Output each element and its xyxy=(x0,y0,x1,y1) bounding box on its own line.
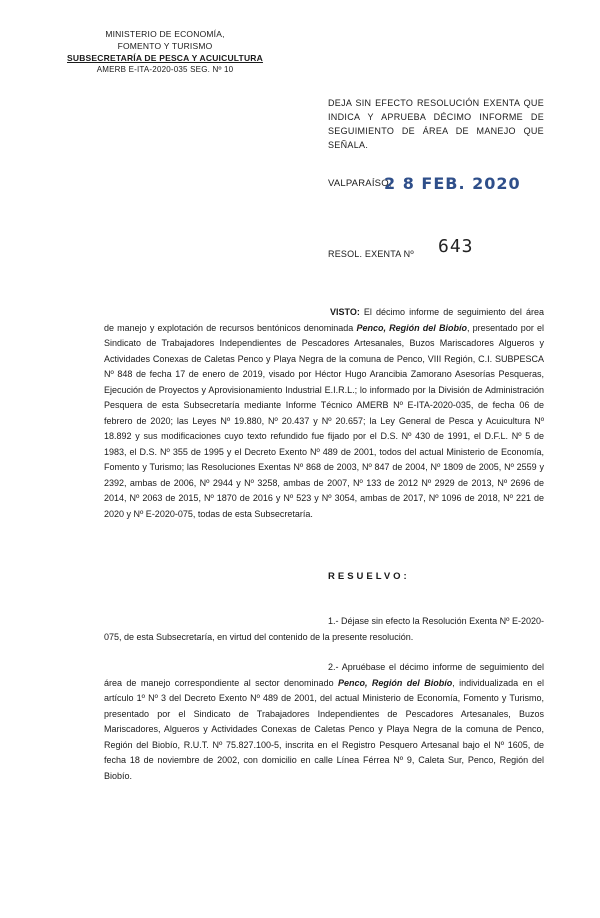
resolution-label: RESOL. EXENTA Nº xyxy=(328,249,414,259)
date-stamp: 2 8 FEB. 2020 xyxy=(384,174,521,193)
resolution-item-2 xyxy=(104,660,544,784)
letterhead xyxy=(60,28,270,76)
visto-label: VISTO: xyxy=(330,307,360,317)
item2-text-a: 2.- Apruébase el décimo informe de seguimiento del área de manejo correspondiente al sector denominado xyxy=(104,662,544,688)
resolution-summary: DEJA SIN EFECTO RESOLUCIÓN EXENTA QUE INDICA Y APRUEBA DÉCIMO INFORME DE SEGUIMIENTO DE ÁREA DE MANEJO QUE SEÑALA. xyxy=(328,98,544,150)
resolution-item-1: 1.- Déjase sin efecto la Resolución Exenta Nº E-2020-075, de esta Subsecretaría, en virtud del contenido de la presente resolución. xyxy=(104,616,544,642)
resolution-number: 643 xyxy=(438,236,474,257)
ministry-name: MINISTERIO DE ECONOMÍA, xyxy=(105,29,225,39)
visto-text-a: El décimo informe de seguimiento del área de manejo y explotación de recursos bentónicos denominada xyxy=(104,307,544,333)
ministry-subtitle: FOMENTO Y TURISMO xyxy=(117,41,213,51)
resuelvo-heading: RESUELVO: xyxy=(328,571,410,582)
item2-text-b: , individualizada en el artículo 1º Nº 3 del Decreto Exento Nº 489 de 2001, del actual Ministerio de Economía, Fomento y Turismo, presentado por el Sindicato de Trabajadores Independientes de Pescadores Artesanales, Buzos Mariscadores, Algueros y Actividades Conexas de Caletas Penco y Playa Negra de la comuna de Penco, Región del Biobío, R.U.T. Nº 75.827.100-5, inscrita en el Registro Pesquero Artesanal bajo el Nº 1605, de fecha 18 de noviembre de 2002, con domicilio en calle Línea Férrea Nº 9, Caleta Sur, Penco, Región del Biobío. xyxy=(104,677,544,781)
place-label: VALPARAÍSO, xyxy=(328,178,392,189)
visto-text-b: , presentado por el Sindicato de Trabajadores Independientes de Pescadores Artesanales, Buzos Mariscadores Algueros y Actividades Conexas de Caletas Penco y Playa Negra de la comuna de Penco, VIII Región, C.I. SUBPESCA Nº 848 de fecha 17 de enero de 2019, visado por Héctor Hugo Arancibia Zamorano Asesorías Pesqueras, Ejecución de Proyectos y Aprovisionamiento Industrial E.I.R.L.; lo informado por la División de Administración Pesquera de esta Subsecretaría mediante Informe Técnico AMERB Nº E-ITA-2020-035, de fecha 06 de febrero de 2020; las Leyes Nº 19.880, Nº 20.437 y Nº 20.657; la Ley General de Pesca y Acuicultura Nº 18.892 y sus modificaciones cuyo texto refundido fue fijado por el D.S. Nº 430 de 1991, el D.F.L. Nº 5 de 1983, el D.S. Nº 355 de 1995 y el Decreto Exento Nº 489 de 2001, todos del actual Ministerio de Economía, Fomento y Turismo; las Resoluciones Exentas Nº 868 de 2003, Nº 847 de 2004, Nº 1809 de 2005, Nº 2559 y 2392, ambas de 2006, Nº 2944 y Nº 3258, ambas de 2007, Nº 133 de 2012 Nº 2929 de 2013, Nº 2696 de 2014, Nº 2063 de 2015, Nº 1870 de 2016 y Nº 523 y Nº 3054, ambas de 2017, Nº 1096 de 2018, Nº 221 de 2020 y Nº E-2020-075, todas de esta Subsecretaría. xyxy=(104,322,544,519)
item2-area-name: Penco, Región del Biobío xyxy=(337,677,453,688)
visto-area-name: Penco, Región del Biobío xyxy=(356,322,467,333)
file-reference: AMERB E-ITA-2020-035 SEG. Nº 10 xyxy=(96,65,234,74)
visto-paragraph xyxy=(104,305,544,522)
undersecretariat-name: SUBSECRETARÍA DE PESCA Y ACUICULTURA xyxy=(67,53,263,63)
